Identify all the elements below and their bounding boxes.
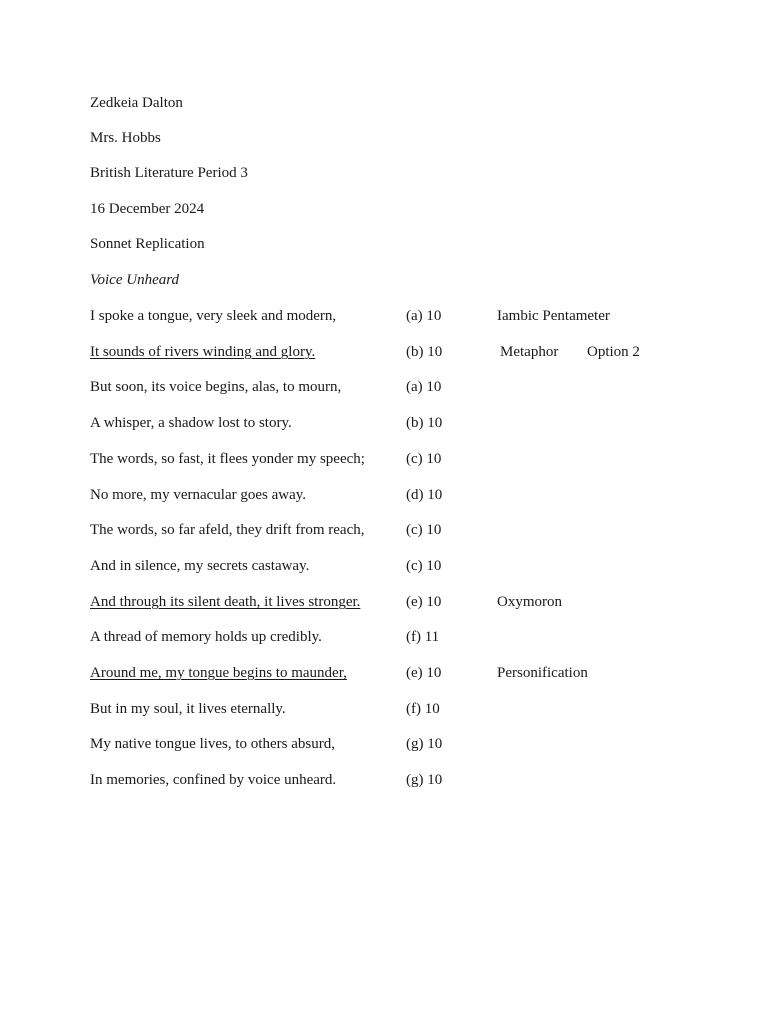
rhyme-syllable-count: (a) 10	[406, 379, 442, 395]
rhyme-syllable-count: (e) 10	[406, 665, 442, 681]
poem-title: Voice Unheard	[90, 272, 180, 288]
poem-line-12	[0, 700, 768, 720]
option-annotation: Option 2	[587, 344, 640, 360]
poem-line-9	[0, 593, 768, 613]
rhyme-syllable-count: (g) 10	[406, 736, 443, 752]
rhyme-syllable-count: (b) 10	[406, 415, 443, 431]
poem-line-6	[0, 486, 768, 506]
poem-line-14	[0, 771, 768, 791]
assignment-title: Sonnet Replication	[90, 236, 205, 252]
date: 16 December 2024	[90, 201, 205, 217]
verse-text: I spoke a tongue, very sleek and modern,	[90, 308, 337, 324]
poem-line-7	[0, 521, 768, 541]
rhyme-syllable-count: (e) 10	[406, 594, 442, 610]
poem-line-3	[0, 378, 768, 398]
poem-line-10	[0, 628, 768, 648]
rhyme-syllable-count: (c) 10	[406, 558, 442, 574]
verse-text: A whisper, a shadow lost to story.	[90, 415, 292, 431]
poem-line-11	[0, 664, 768, 684]
poem-line-2	[0, 343, 768, 363]
device-annotation: Personification	[497, 665, 588, 681]
poem-line-8	[0, 557, 768, 577]
poem-line-4	[0, 414, 768, 434]
device-annotation: Iambic Pentameter	[497, 308, 610, 324]
rhyme-syllable-count: (b) 10	[406, 344, 443, 360]
device-annotation: Oxymoron	[497, 594, 562, 610]
verse-text: And in silence, my secrets castaway.	[90, 558, 310, 574]
teacher-name: Mrs. Hobbs	[90, 130, 161, 146]
verse-text: A thread of memory holds up credibly.	[90, 629, 322, 645]
verse-text: The words, so fast, it flees yonder my speech;	[90, 451, 365, 467]
verse-text: But soon, its voice begins, alas, to mourn,	[90, 379, 342, 395]
rhyme-syllable-count: (a) 10	[406, 308, 442, 324]
rhyme-syllable-count: (f) 11	[406, 629, 440, 645]
verse-text: But in my soul, it lives eternally.	[90, 701, 286, 717]
rhyme-syllable-count: (c) 10	[406, 522, 442, 538]
rhyme-syllable-count: (g) 10	[406, 772, 443, 788]
poem-line-5	[0, 450, 768, 470]
poem-line-1	[0, 307, 768, 327]
verse-text: No more, my vernacular goes away.	[90, 487, 307, 503]
verse-text: Around me, my tongue begins to maunder,	[90, 665, 347, 681]
verse-text: The words, so far afeld, they drift from reach,	[90, 522, 365, 538]
rhyme-syllable-count: (f) 10	[406, 701, 440, 717]
course-name: British Literature Period 3	[90, 165, 248, 181]
rhyme-syllable-count: (c) 10	[406, 451, 442, 467]
device-annotation: Metaphor	[500, 344, 559, 360]
poem-line-13	[0, 735, 768, 755]
verse-text: And through its silent death, it lives stronger.	[90, 594, 361, 610]
rhyme-syllable-count: (d) 10	[406, 487, 443, 503]
verse-text: In memories, confined by voice unheard.	[90, 772, 337, 788]
verse-text: My native tongue lives, to others absurd,	[90, 736, 335, 752]
student-name: Zedkeia Dalton	[90, 95, 183, 111]
verse-text: It sounds of rivers winding and glory.	[90, 344, 316, 360]
